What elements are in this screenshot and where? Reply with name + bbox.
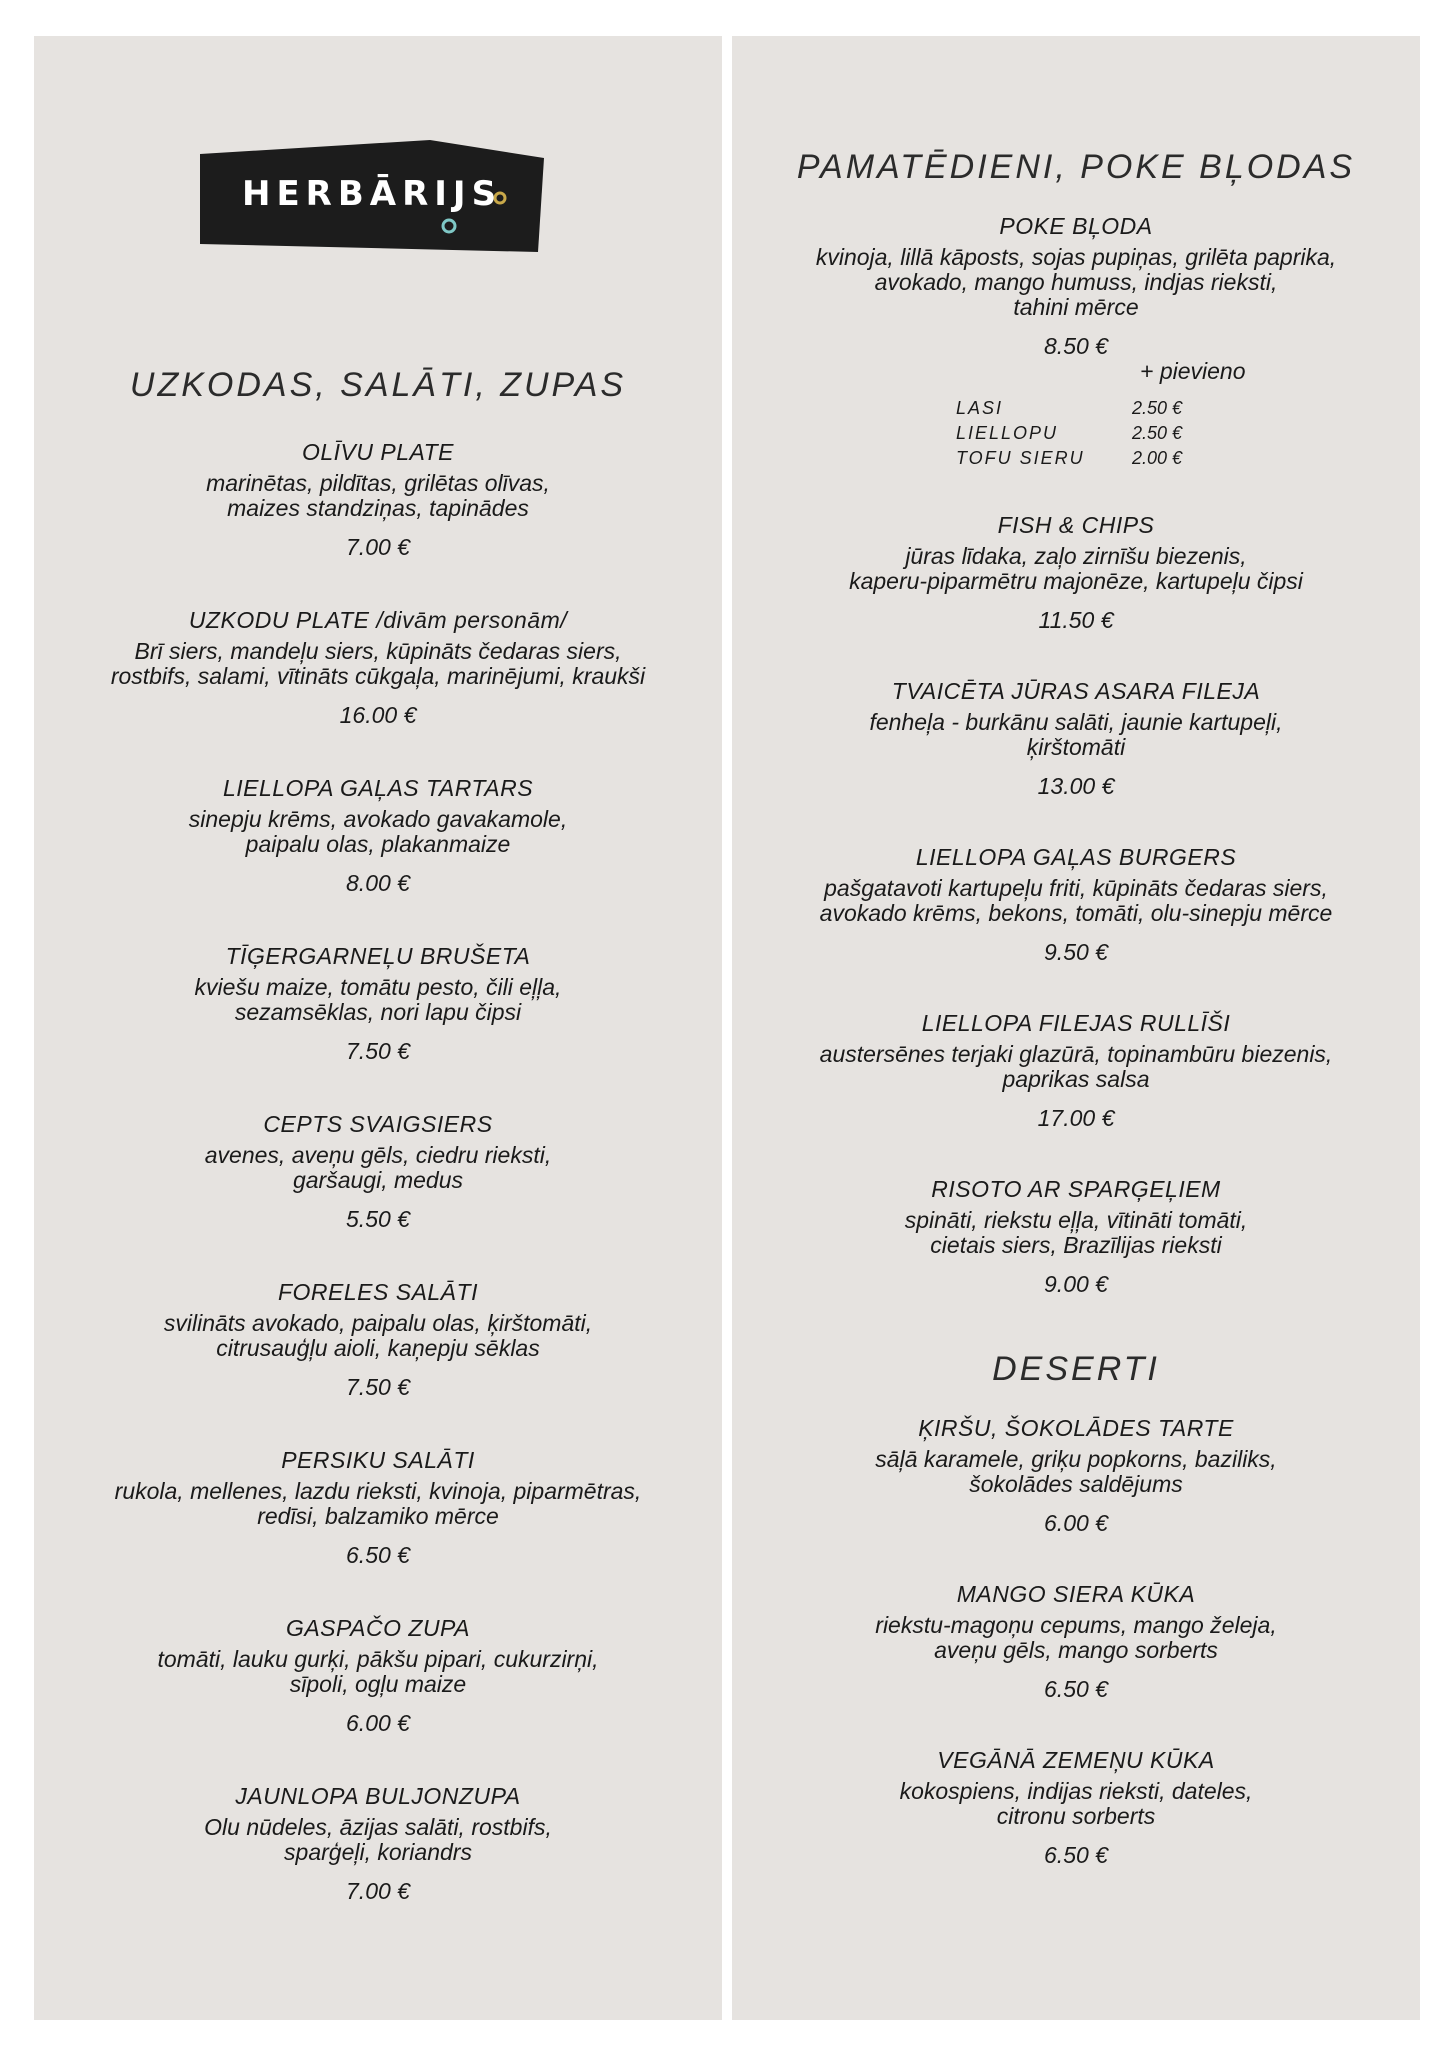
menu-item <box>732 842 1420 1008</box>
item-name: LIELLOPA GAĻAS TARTARS <box>222 775 534 801</box>
item-description-line: paipalu olas, plakanmaize <box>245 831 511 857</box>
item-description <box>732 1042 1420 1092</box>
right-menu-panel <box>732 36 1420 2020</box>
item-description-line: maizes standziņas, tapinādes <box>227 495 529 521</box>
item-description: kvinoja, lillā kāposts, sojas pupiņas, grilēta paprika, avokado, mango humuss, indjas rieksti, tahini mērce <box>815 244 1337 320</box>
item-name: UZKODU PLATE /divām personām/ <box>188 607 568 633</box>
menu-item <box>732 1008 1420 1174</box>
menu-item <box>34 605 722 773</box>
addon-row <box>956 423 1182 444</box>
item-price: 6.00 € <box>346 1710 410 1736</box>
item-description-line: marinētas, pildītas, grilētas olīvas, <box>206 470 550 496</box>
menu-item <box>732 510 1420 676</box>
item-description-line: šokolādes saldējums <box>969 1471 1183 1497</box>
item-price: 6.50 € <box>346 1542 410 1568</box>
item-description-line: Brī siers, mandeļu siers, kūpināts čedaras siers, <box>134 638 622 664</box>
item-description-line: spināti, riekstu eļļa, vītināti tomāti, <box>904 1207 1248 1233</box>
item-description <box>34 1815 722 1865</box>
item-description <box>34 1647 722 1697</box>
menu-item-poke-bloda <box>732 211 1420 360</box>
menu-item <box>34 437 722 605</box>
item-description-line: pašgatavoti kartupeļu friti, kūpināts čedaras siers, <box>824 875 1328 901</box>
item-description-line: sinepju krēms, avokado gavakamole, <box>188 806 568 832</box>
item-price: 9.00 € <box>1044 1271 1108 1297</box>
item-description <box>732 1447 1420 1497</box>
section-title-uzkodas: UZKODAS, SALĀTI, ZUPAS <box>129 366 627 404</box>
item-description-line: sāļā karamele, griķu popkorns, baziliks, <box>875 1446 1277 1472</box>
item-description-line: avokado krēms, bekons, tomāti, olu-sinepju mērce <box>819 900 1333 926</box>
menu-item <box>34 1613 722 1781</box>
item-price: 6.50 € <box>1044 1676 1108 1702</box>
menu-item <box>34 1109 722 1277</box>
item-price: 17.00 € <box>1037 1105 1115 1131</box>
item-description <box>34 471 722 521</box>
item-description <box>732 544 1420 594</box>
section-title-pamatedieni: PAMATĒDIENI, POKE BĻODAS <box>796 148 1356 186</box>
item-description-line: rostbifs, salami, vītināts cūkgaļa, marinējumi, kraukši <box>110 663 646 689</box>
item-name: POKE BĻODA <box>999 213 1153 239</box>
item-price: 7.00 € <box>346 534 410 560</box>
item-description-line: jūras līdaka, zaļo zirnīšu biezenis, <box>905 543 1247 569</box>
item-name: PERSIKU SALĀTI <box>281 1447 475 1473</box>
item-description-line: svilināts avokado, paipalu olas, ķirštomāti, <box>163 1310 593 1336</box>
item-name: JAUNLOPA BULJONZUPA <box>235 1783 521 1809</box>
item-description-line: citrusauģļu aioli, kaņepju sēklas <box>216 1335 540 1361</box>
item-price: 7.50 € <box>346 1038 410 1064</box>
addon-row <box>956 448 1182 469</box>
item-description <box>34 639 722 689</box>
item-description <box>732 1208 1420 1258</box>
item-description-line: sparģeļi, koriandrs <box>284 1839 472 1865</box>
item-price: 11.50 € <box>1038 607 1114 633</box>
item-description-line: fenheļa - burkānu salāti, jaunie kartupeļi, <box>869 709 1283 735</box>
menu-item <box>732 1413 1420 1579</box>
logo-text: HERBĀRIJS <box>242 174 503 214</box>
poke-addons <box>732 360 1420 510</box>
item-name: LIELLOPA FILEJAS RULLĪŠI <box>921 1010 1231 1036</box>
item-description-line: redīsi, balzamiko mērce <box>257 1503 499 1529</box>
section-title-deserti: DESERTI <box>992 1350 1160 1388</box>
item-description-line: kaperu-piparmētru majonēze, kartupeļu čipsi <box>849 568 1303 594</box>
item-description <box>34 1311 722 1361</box>
item-description-line: sezamsēklas, nori lapu čipsi <box>234 999 522 1025</box>
item-description <box>34 1143 722 1193</box>
addon-name: TOFU SIERU <box>956 448 1085 468</box>
addon-label: + pievieno <box>1140 358 1246 384</box>
item-description <box>732 1613 1420 1663</box>
item-description <box>732 710 1420 760</box>
item-name: MANGO SIERA KŪKA <box>956 1581 1196 1607</box>
item-price: 6.50 € <box>1044 1842 1108 1868</box>
menu-item <box>34 1277 722 1445</box>
item-name: OLĪVU PLATE <box>301 439 455 465</box>
item-price: 8.00 € <box>346 870 410 896</box>
item-description-line: ķirštomāti <box>1026 734 1126 760</box>
item-price: 5.50 € <box>346 1206 410 1232</box>
item-description-line: garšaugi, medus <box>292 1167 464 1193</box>
addon-price: 2.50 € <box>1132 423 1183 443</box>
item-name: LIELLOPA GAĻAS BURGERS <box>915 844 1237 870</box>
item-description-line: rukola, mellenes, lazdu rieksti, kvinoja, piparmētras, <box>114 1478 642 1504</box>
item-name: TĪĢERGARNEĻU BRUŠETA <box>225 943 531 969</box>
item-description-line: sīpoli, ogļu maize <box>289 1671 467 1697</box>
item-name: RISOTO AR SPARĢEĻIEM <box>931 1176 1221 1202</box>
item-name: GASPAČO ZUPA <box>285 1615 471 1641</box>
item-price: 7.00 € <box>346 1878 410 1904</box>
item-description <box>34 1479 722 1529</box>
item-description <box>34 975 722 1025</box>
item-name: FISH & CHIPS <box>997 512 1155 538</box>
menu-item <box>732 1579 1420 1745</box>
item-description-line: citronu sorberts <box>996 1803 1156 1829</box>
item-name: CEPTS SVAIGSIERS <box>263 1111 493 1137</box>
item-description <box>732 1779 1420 1829</box>
item-name: ĶIRŠU, ŠOKOLĀDES TARTE <box>918 1415 1234 1441</box>
addon-name: LIELLOPU <box>956 423 1059 443</box>
item-description <box>732 876 1420 926</box>
item-description-line: avenes, aveņu gēls, ciedru rieksti, <box>204 1142 552 1168</box>
herbarijs-logo <box>200 140 544 252</box>
item-description-line: aveņu gēls, mango sorberts <box>934 1637 1218 1663</box>
menu-item <box>34 1781 722 1949</box>
item-description <box>34 807 722 857</box>
item-name: TVAICĒTA JŪRAS ASARA FILEJA <box>891 678 1261 704</box>
item-price: 13.00 € <box>1037 773 1115 799</box>
item-description-line: austersēnes terjaki glazūrā, topinambūru biezenis, <box>819 1041 1333 1067</box>
item-description-line: kviešu maize, tomātu pesto, čili eļļa, <box>194 974 562 1000</box>
item-description-line: tomāti, lauku gurķi, pākšu pipari, cukurzirņi, <box>157 1646 599 1672</box>
addon-row <box>956 398 1182 419</box>
menu-item <box>34 773 722 941</box>
addon-price: 2.00 € <box>1132 448 1183 468</box>
item-price: 8.50 € <box>1044 333 1108 359</box>
item-price: 9.50 € <box>1044 939 1108 965</box>
menu-item <box>34 941 722 1109</box>
item-price: 7.50 € <box>346 1374 410 1400</box>
item-description-line: riekstu-magoņu cepums, mango želeja, <box>875 1612 1277 1638</box>
menu-item <box>732 676 1420 842</box>
menu-item <box>732 1745 1420 1911</box>
item-name: FORELES SALĀTI <box>277 1279 478 1305</box>
item-description-line: paprikas salsa <box>1002 1066 1150 1092</box>
item-description-line: cietais siers, Brazīlijas rieksti <box>930 1232 1222 1258</box>
menu-item <box>34 1445 722 1613</box>
item-price: 16.00 € <box>339 702 417 728</box>
item-name: VEGĀNĀ ZEMEŅU KŪKA <box>937 1747 1215 1773</box>
item-price: 6.00 € <box>1044 1510 1108 1536</box>
left-menu-panel <box>34 36 722 2020</box>
item-description-line: kokospiens, indijas rieksti, dateles, <box>899 1778 1253 1804</box>
addon-price: 2.50 € <box>1132 398 1183 418</box>
addon-name: LASI <box>956 398 1004 418</box>
menu-item <box>732 1174 1420 1340</box>
item-description-line: Olu nūdeles, āzijas salāti, rostbifs, <box>204 1814 552 1840</box>
